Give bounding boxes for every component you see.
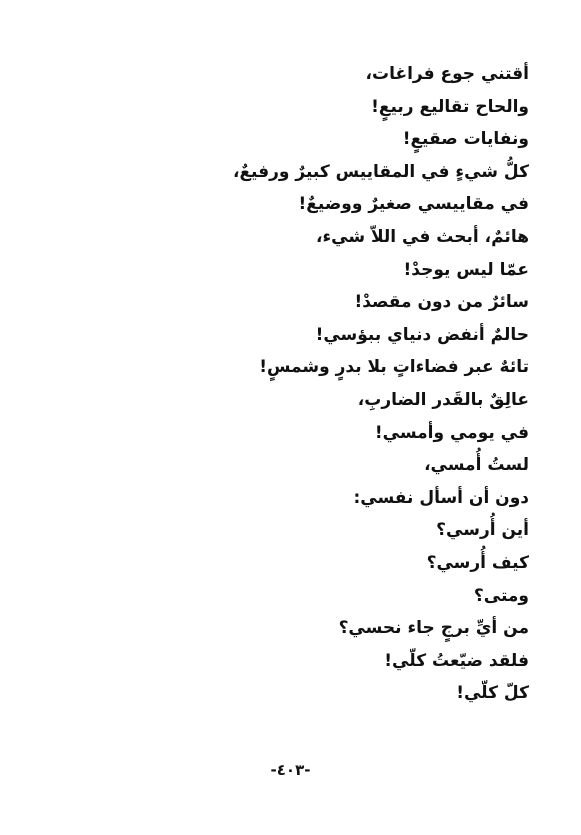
poem-line: من أيِّ برجٍ جاء نحسي؟ xyxy=(338,618,529,639)
poem-line: ونفايات صقيعٍ! xyxy=(402,129,529,150)
poem-line: أقتني جوع فراغات، xyxy=(365,64,529,84)
poem-line: عالِقٌ بالقَدر الضاربِ، xyxy=(357,389,529,410)
poem xyxy=(169,58,529,710)
poem-line: عمّا ليس يوجدْ! xyxy=(403,259,529,280)
poem-line: ومتى؟ xyxy=(473,585,529,606)
poem-line: فلقد ضيّعتُ كلّي! xyxy=(384,650,529,671)
poem-line: في يومي وأمسي! xyxy=(374,422,529,443)
poem-line: أين أُرسي؟ xyxy=(436,520,529,541)
poem-line: والحاح تقاليع ربيعٍ! xyxy=(371,96,529,117)
page-number: -٤٠٣- xyxy=(270,761,311,779)
poem-line: هائمٌ، أبحث في اللاّ شيء، xyxy=(316,226,529,247)
poem-line: كيف أُرسي؟ xyxy=(426,552,529,573)
poem-line: تائهٌ عبر فضاءاتٍ بلا بدرٍ وشمسٍ! xyxy=(259,357,529,378)
poem-line: دون أن أسأل نفسي: xyxy=(353,487,529,508)
poem-line: لستُ أُمسي، xyxy=(424,455,529,476)
poem-line: في مقاييسي صغيرٌ ووضيعٌ! xyxy=(298,194,529,215)
poem-line: كلّ كلّي! xyxy=(456,683,529,704)
poem-line: حالمٌ أنفض دنياي ببؤسي! xyxy=(315,324,529,345)
poem-line: كلُّ شيءٍ في المقاييس كبيرٌ ورفيعٌ، xyxy=(232,161,529,182)
poem-line: سائرٌ من دون مقصدْ! xyxy=(354,292,529,313)
